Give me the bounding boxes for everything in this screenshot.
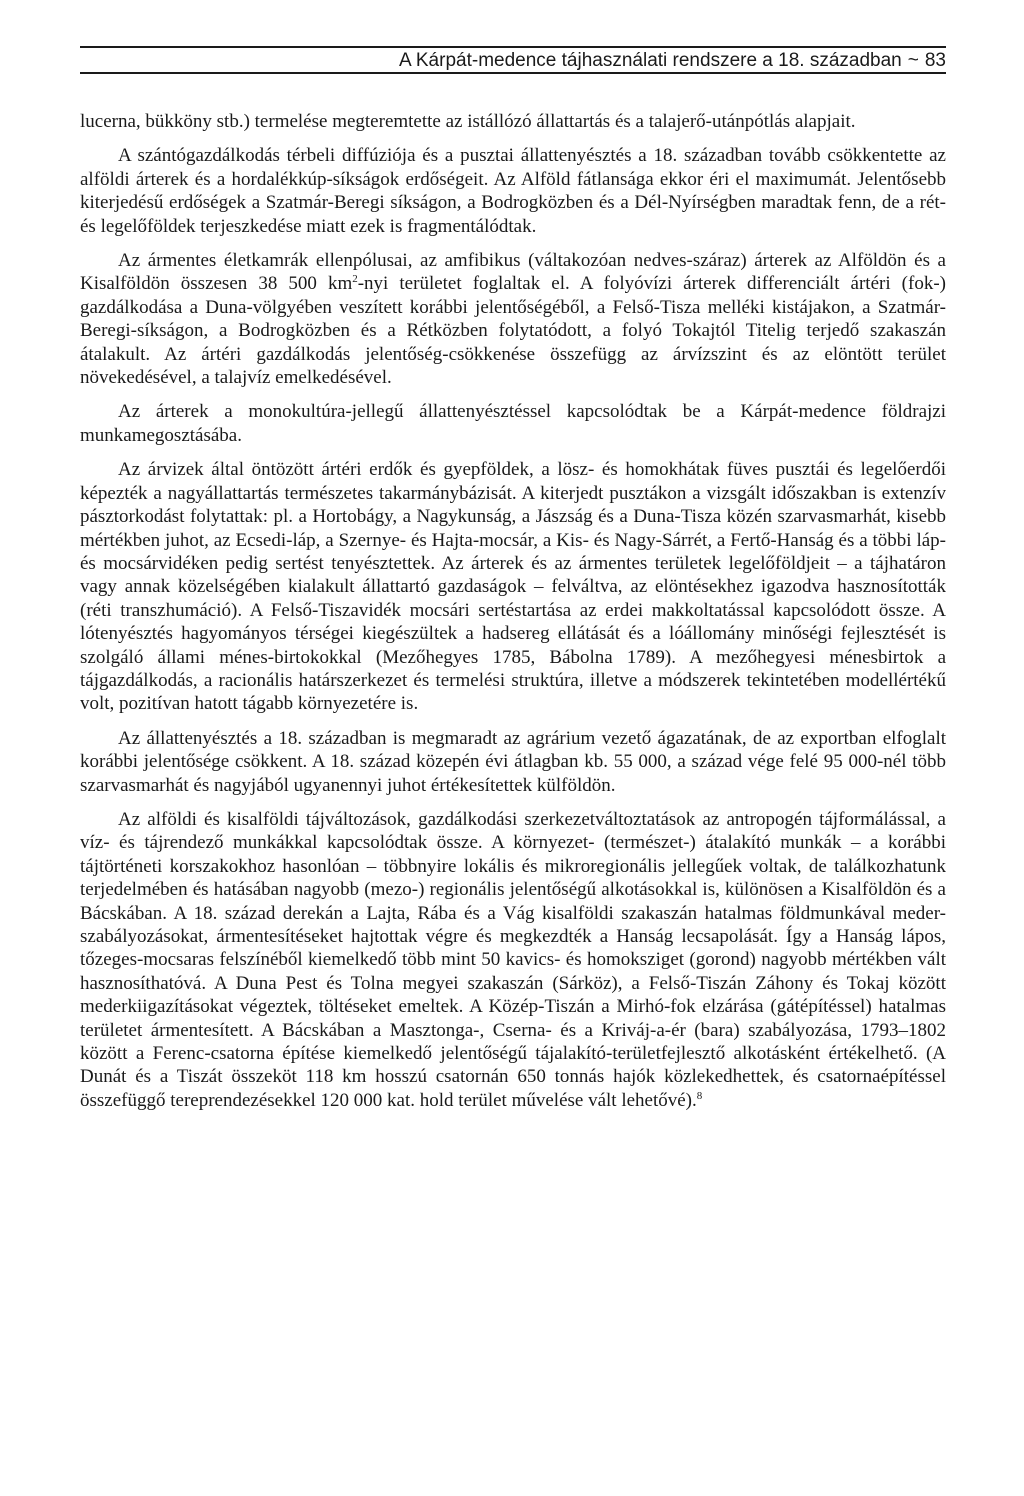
- running-header-text: [399, 49, 946, 73]
- paragraph: [80, 144, 946, 238]
- body-text: [80, 110, 946, 1123]
- footnote-marker[interactable]: 8: [696, 1089, 703, 1102]
- book-page: [80, 0, 946, 1496]
- paragraph-text: Az állattenyésztés a 18. században is megmaradt az agrárium vezető ágazatának, de az exportban elfoglalt korábbi jelentősége csökkent. A 18. század közepén évi átlagban kb. 55 000, a század vége felé 95 000-nél több szarvasmarhát és nagyjából ugyanennyi juhot értékesítettek külföldön.: [80, 727, 946, 796]
- running-title: A Kárpát-medence tájhasználati rendszere a 18. században: [398, 50, 902, 71]
- running-header: [80, 46, 946, 74]
- paragraph-text: Az árvizek által öntözött ártéri erdők és gyepföldek, a lösz- és homokhátak füves pusztái és legelőerdői képezték a nagyállattartás természetes takarmánybázisát. A kiterjedt pusztákon a vizsgált időszakban is extenzív pásztorkodást folytattak: pl. a Hortobágy, a Nagykunság, a Jászság és a Duna-Tisza közén szarvasmarhát, kisebb mértékben juhot, az Ecsedi-láp, a Szernye- és Hajta-mocsár, a Kis- és Nagy-Sárrét, a Fertő-Hanság és a többi láp- és mocsárvidéken pedig sertést tenyésztettek. Az árterek és az ármentes területek legelőföldjeit – a tájhatáron vagy annak közelségében kialakult állattartó gazdaságok – felváltva, az elöntésekhez igazodva hasznosították (réti transzhumáció). A Felső-Tiszavidék mocsári sertéstartása az erdei makkoltatással kapcsolódott össze. A lótenyésztés hagyományos térségei kiegészültek a hadsereg ellátását és a lóállomány minőségi fejlesztését is szolgáló állami ménes-birtokokkal (Mezőhegyes 1785, Bábolna 1789). A mezőhegyesi ménesbirtok a tájgazdálkodás, a racionális határszerkezet és termelési struktúra, illetve a módszerek tekintetében modellértékű volt, pozitívan hatott tágabb környezetére is.: [80, 459, 946, 715]
- paragraph-text: Az alföldi és kisalföldi tájváltozások, gazdálkodási szerkezetváltoztatások az antropogén tájformálással, a víz- és tájrendező munkákkal kapcsolódtak össze. A környezet- (természet-) átalakító munkák – a korábbi tájtörténeti korszakokhoz hasonlóan – többnyire lokális és mikroregionális jellegűek voltak, de találkozhatunk terjedelmében és hatásában nagyobb (mezo-) regionális jelentőségű alkotásokkal is, különösen a Kisalföldön és a Bácskában. A 18. század derekán a Lajta, Rába és a Vág kisalföldi szakaszán hatalmas földmunkával meder-szabályozásokat, ármentesítéseket hajtottak végre és megkezdték a Hanság lecsapolását. Így a Hanság lápos, tőzeges-mocsaras felszínéből kiemelkedő több mint 50 kavics- és homoksziget (gorond) nagyobb mértékben vált hasznosíthatóvá. A Duna Pest és Tolna megyei szakaszán (Sárköz), a Felső-Tiszán Záhony és Tokaj között mederkiigazításokat végeztek, töltéseket emeltek. A Közép-Tiszán a Mirhó-fok elzárása (gátépítéssel) hatalmas területet ármentesített. A Bácskában a Masztonga-, Cserna- és a Kriváj-a-ér (bara) szabályozása, 1793–1802 között a Ferenc-csatorna építése kiemelkedő jelentőségű tájalakító-területfejlesztő alkotásként értékelhető. (A Dunát és a Tiszát összeköt 118 km hosszú csatornán 650 tonnás hajók közlekedhettek, és csatornaépítéssel összefüggő tereprendezésekkel 120 000 kat. hold terület művelése vált lehetővé).: [80, 808, 946, 1111]
- paragraph: [80, 808, 946, 1112]
- paragraph-text: Az ármentes életkamrák ellenpólusai, az amfibikus (váltakozóan nedves-száraz) árterek az Alföldön és a Kisalföldön összesen 38 500 km: [80, 250, 946, 295]
- page-number: 83: [924, 50, 946, 71]
- paragraph-text: lucerna, bükköny stb.) termelése megteremtette az istállózó állattartás és a talajerő-utánpótlás alapjait.: [80, 111, 856, 132]
- paragraph: [80, 458, 946, 715]
- paragraph-text: Az árterek a monokultúra-jellegű állattenyésztéssel kapcsolódtak be a Kárpát-medence földrajzi munkamegosztásába.: [80, 401, 946, 446]
- header-separator: ~: [907, 50, 919, 71]
- paragraph-text: A szántógazdálkodás térbeli diffúziója és a pusztai állattenyésztés a 18. században tovább csökkentette az alföldi árterek és a hordalékkúp-síkságok erdőségeit. Az Alföld fátlansága ekkor éri el maximumát. Jelentősebb kiterjedésű erdőségek a Szatmár-Beregi síkságon, a Bodrogközben és a Dél-Nyírségben maradtak fenn, de a rét- és legelőföldek terjeszkedése miatt ezek is fragmentálódtak.: [80, 145, 946, 237]
- paragraph: [80, 727, 946, 797]
- paragraph-text: -nyi területet foglaltak el. A folyóvízi árterek differenciált ártéri (fok-) gazdálkodása a Duna-völgyében veszített korábbi jelentőségéből, a Felső-Tisza melléki kistájakon, a Szatmár-Beregi-síkságon, a Bodrogközben és a Rétközben folytatódott, a folyó Tokajtól Titelig terjedő szakaszán átalakult. Az ártéri gazdálkodás jelentőség-csökkenése összefügg az árvízszint és az elöntött terület növekedésével, a talajvíz emelkedésével.: [80, 273, 946, 389]
- paragraph: [80, 400, 946, 447]
- superscript-exponent: 2: [352, 273, 358, 286]
- paragraph-continued: [80, 110, 946, 133]
- paragraph: [80, 249, 946, 389]
